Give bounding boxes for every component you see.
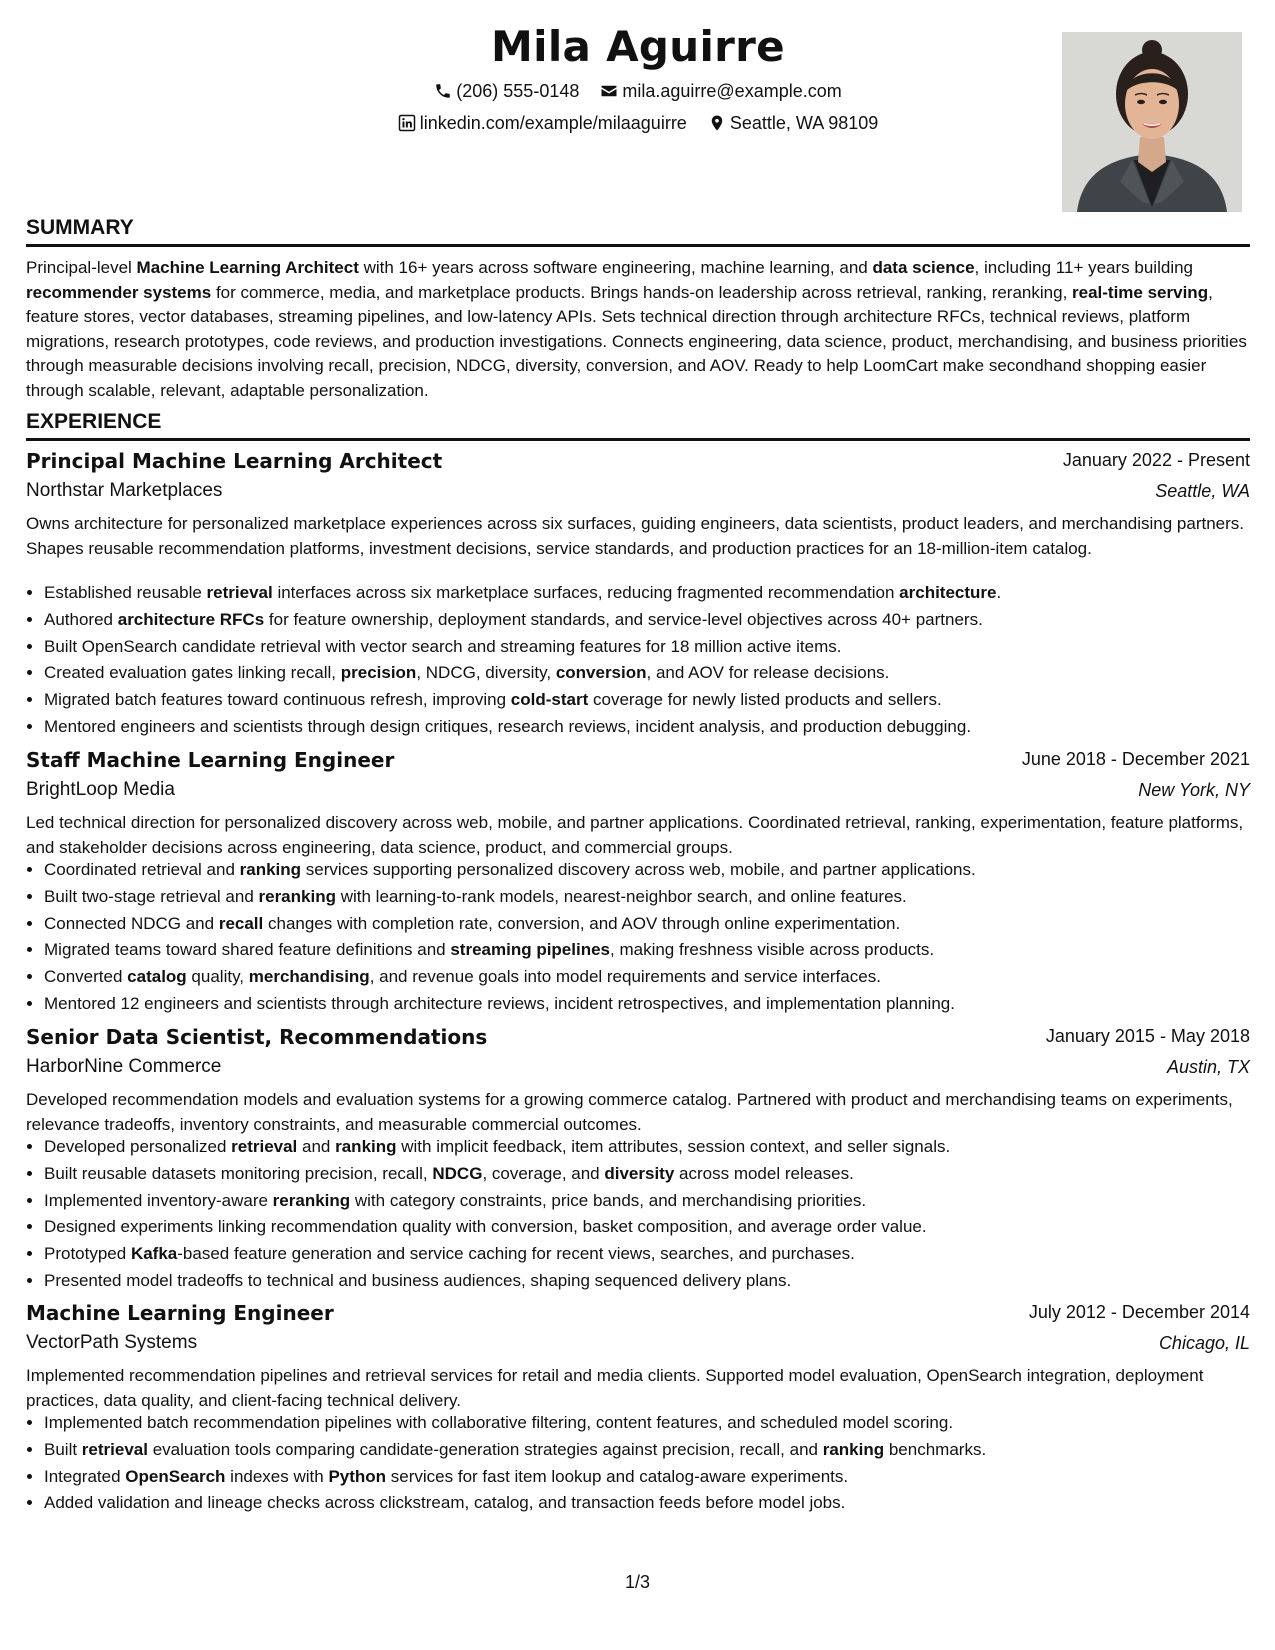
job-bullets [26,1134,1268,1295]
text-segment: services supporting personalized discovery across web, mobile, and partner applications. [301,860,976,879]
text-segment: , feature stores, vector databases, streaming pipelines, and low-latency APIs. Sets technical direction through architecture RFCs, technical reviews, platform migrations, research prototypes, code reviews, and production investigations. Connects engineering, data science, product, merchandising, and business priorities through measurable decisions involving recall, precision, NDCG, diversity, conversion, and AOV. Ready to help LoomCart make secondhand shopping easier through scalable, relevant, adaptable personalization. [26,282,1247,400]
linkedin-text: linkedin.com/example/milaaguirre [419,112,687,133]
bullet-item [44,580,1268,607]
bold-keyword: ranking [822,1439,885,1459]
job-company: Northstar Marketplaces [26,480,223,501]
bullet-item [44,607,1268,634]
text-segment: Implemented inventory-aware [44,1190,273,1210]
job-description: Owns architecture for personalized marketplace experiences across six surfaces, guiding engineers, data scientists, product leaders, and merchandising partners. Shapes reusable recommendation platforms, investment decisions, service standards, and production practices for an 18-million-item catalog. [26,514,1245,558]
text-segment: changes with completion rate, conversion, and AOV through online experimentation. [263,913,901,933]
bold-keyword: recommender systems [26,282,212,302]
text-segment: , coverage, and [482,1163,605,1183]
bold-keyword: real-time serving [1072,282,1209,302]
location-text: Seattle, WA 98109 [729,112,879,133]
text-segment: Designed experiments linking recommendation quality with conversion, basket composition, and average order value. [44,1217,927,1237]
text-segment: , and AOV for release decisions. [646,663,890,683]
bold-keyword: recall [218,913,264,933]
text-segment: , NDCG, diversity, [416,663,556,683]
job-bullets [26,857,1268,1018]
bold-keyword: Kafka [130,1244,178,1264]
bold-keyword: cold-start [510,690,589,710]
text-segment: Prototyped [44,1244,131,1264]
text-segment: Migrated teams toward shared feature definitions and [44,940,451,960]
job-title: Machine Learning Engineer [26,1301,334,1325]
job-title: Staff Machine Learning Engineer [26,748,395,772]
text-segment: Established reusable [44,583,207,602]
bold-keyword: diversity [604,1163,675,1183]
text-segment: Mentored 12 engineers and scientists through architecture reviews, incident retrospectives, and implementation planning. [44,993,955,1013]
bold-keyword: retrieval [206,583,273,602]
text-segment: interfaces across six marketplace surfaces, reducing fragmented recommendation [272,583,900,602]
bold-keyword: retrieval [81,1439,148,1459]
job-location: Seattle, WA [1155,481,1250,501]
text-segment: Converted [44,967,128,987]
text-segment: Created evaluation gates linking recall, [44,663,341,683]
bold-keyword: OpenSearch [125,1466,226,1486]
job-dates: July 2012 - December 2014 [1028,1302,1250,1322]
email-contact[interactable] [600,81,841,102]
text-segment: with learning-to-rank models, nearest-neighbor search, and online features. [335,886,907,906]
text-segment: and [297,1137,336,1156]
bullet-item [44,714,1268,741]
bullet-item [44,660,1268,687]
text-segment: Integrated [44,1466,126,1486]
text-segment: indexes with [225,1466,329,1486]
text-segment: benchmarks. [884,1439,987,1459]
summary-text [26,256,1250,403]
bold-keyword: architecture RFCs [117,609,265,629]
resume-page [26,0,1250,1650]
text-segment: Principal-level [26,258,137,277]
bullet-item [44,884,1268,911]
job-description: Developed recommendation models and evaluation systems for a growing commerce catalog. Partnered with product and merchandising teams on experiments, relevance tradeoffs, inventory constraints, and measurable commercial outcomes. [26,1090,1233,1134]
map-pin-icon [708,114,726,132]
job-company: VectorPath Systems [26,1332,198,1353]
linkedin-contact[interactable] [398,113,687,134]
bullet-item [44,1410,1268,1437]
job-description: Implemented recommendation pipelines and retrieval services for retail and media clients. Supported model evaluation, OpenSearch integration, deployment practices, data quality, and client-facing technical delivery. [26,1366,1204,1410]
bullet-item [44,937,1268,964]
bullet-item [44,964,1268,991]
phone-text: (206) 555-0148 [456,80,580,101]
text-segment: . [996,583,1002,602]
text-segment: , including 11+ years building [974,258,1193,277]
text-segment: Built two-stage retrieval and [44,886,259,906]
text-segment: Built [44,1439,82,1459]
job-location: Chicago, IL [1158,1333,1250,1353]
job-location: New York, NY [1138,780,1250,800]
job-title: Principal Machine Learning Architect [26,449,443,473]
bullet-item [44,1490,1268,1517]
job-dates: June 2018 - December 2021 [1021,749,1250,769]
bullet-item [44,1241,1268,1268]
bold-keyword: precision [340,663,417,683]
phone-icon [434,82,452,100]
bullet-item [44,1214,1268,1241]
text-segment: Added validation and lineage checks across clickstream, catalog, and transaction feeds before model jobs. [44,1493,846,1513]
job-bullets [26,580,1268,741]
text-segment: with implicit feedback, item attributes, session context, and seller signals. [396,1137,951,1156]
text-segment: across model releases. [674,1163,854,1183]
bold-keyword: Machine Learning Architect [136,258,359,277]
text-segment: , making freshness visible across products. [610,940,935,960]
text-segment: with category constraints, price bands, and merchandising priorities. [350,1190,867,1210]
text-segment: -based feature generation and service caching for recent views, searches, and purchases. [177,1244,855,1264]
job-dates: January 2015 - May 2018 [1045,1026,1250,1046]
text-segment: quality, [186,967,249,987]
job-bullets [26,1410,1268,1517]
bullet-item [44,1188,1268,1215]
bold-keyword: Python [328,1466,387,1486]
job-company: BrightLoop Media [26,779,175,800]
experience-heading: EXPERIENCE [26,410,1250,441]
bullet-item [44,991,1268,1018]
text-segment: evaluation tools comparing candidate-generation strategies against precision, recall, and [147,1439,823,1459]
text-segment: services for fast item lookup and catalog-aware experiments. [386,1466,849,1486]
bold-keyword: streaming pipelines [450,940,611,960]
text-segment: coverage for newly listed products and sellers. [588,690,942,710]
bold-keyword: ranking [239,860,302,879]
text-segment: Implemented batch recommendation pipelines with collaborative filtering, content features, and scheduled model scoring. [44,1413,954,1432]
text-segment: Connected NDCG and [44,913,219,933]
bullet-item [44,1268,1268,1295]
location-contact [708,113,878,134]
bold-keyword: architecture [899,583,997,602]
bold-keyword: conversion [555,663,647,683]
bullet-item [44,857,1268,884]
text-segment: Migrated batch features toward continuous refresh, improving [44,690,511,710]
bold-keyword: merchandising [248,967,370,987]
bullet-item [44,1161,1268,1188]
job-title: Senior Data Scientist, Recommendations [26,1025,488,1049]
bullet-item [44,911,1268,938]
text-segment: Mentored engineers and scientists through design critiques, research reviews, incident analysis, and production debugging. [44,716,972,736]
job-location: Austin, TX [1166,1057,1250,1077]
resume-header [26,22,1250,192]
bold-keyword: reranking [258,886,336,906]
text-segment: Developed personalized [44,1137,232,1156]
envelope-icon [600,82,618,100]
text-segment: , and revenue goals into model requirements and service interfaces. [369,967,881,987]
bold-keyword: catalog [127,967,187,987]
bold-keyword: reranking [272,1190,351,1210]
bullet-item [44,1437,1268,1464]
email-text: mila.aguirre@example.com [622,80,842,101]
bullet-item [44,634,1268,661]
page-number: 1/3 [624,1572,651,1592]
text-segment: for commerce, media, and marketplace products. Brings hands-on leadership across retrieval, ranking, reranking, [211,282,1073,302]
text-segment: Coordinated retrieval and [44,860,240,879]
job-description: Led technical direction for personalized discovery across web, mobile, and partner applications. Coordinated retrieval, ranking, experimentation, feature platforms, and stakeholder decisions across engineering, data science, product, and commercial groups. [26,813,1244,857]
bullet-item [44,687,1268,714]
bold-keyword: retrieval [231,1137,298,1156]
bold-keyword: ranking [335,1137,397,1156]
profile-photo [1062,32,1242,212]
text-segment: Authored [44,609,118,629]
candidate-name: Mila Aguirre [491,22,785,71]
summary-heading: SUMMARY [26,216,1250,247]
bold-keyword: NDCG [432,1163,483,1183]
bullet-item [44,1464,1268,1491]
text-segment: Built reusable datasets monitoring precision, recall, [44,1163,433,1183]
bullet-item [44,1134,1268,1161]
bold-keyword: data science [872,258,975,277]
job-company: HarborNine Commerce [26,1056,222,1077]
job-dates: January 2022 - Present [1062,450,1250,470]
text-segment: Built OpenSearch candidate retrieval with vector search and streaming features for 18 million active items. [44,636,842,656]
phone-contact[interactable] [434,81,579,102]
text-segment: with 16+ years across software engineering, machine learning, and [358,258,873,277]
linkedin-icon [398,114,416,132]
text-segment: for feature ownership, deployment standards, and service-level objectives across 40+ partners. [264,609,983,629]
text-segment: Presented model tradeoffs to technical and business audiences, shaping sequenced delivery plans. [44,1270,792,1290]
